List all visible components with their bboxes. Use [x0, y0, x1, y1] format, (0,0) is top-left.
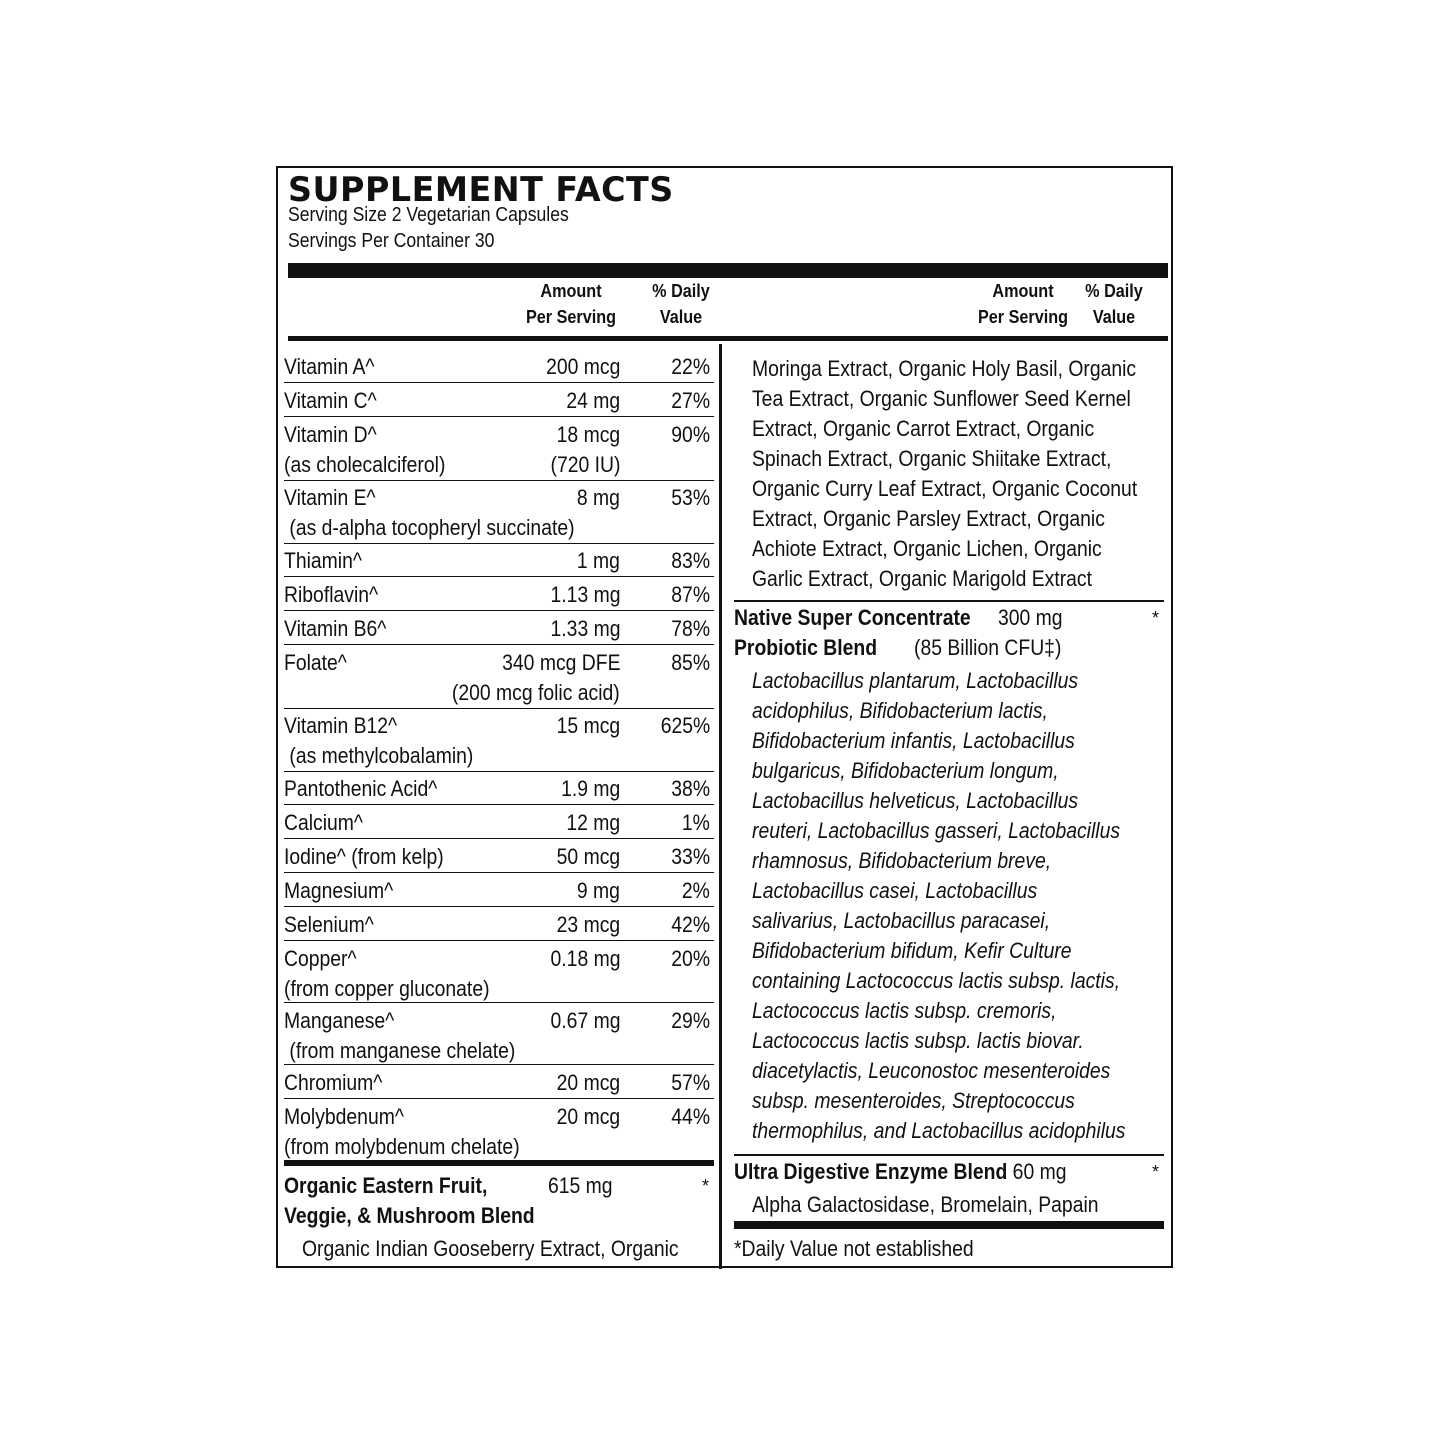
nutrient-dv: 85%: [671, 650, 710, 675]
nutrient-amount: 340 mcg DFE: [501, 650, 620, 675]
footnote-text: *Daily Value not established: [734, 1236, 974, 1261]
left-dv-header: [642, 278, 719, 330]
probiotic-cfu: [914, 633, 1082, 663]
nutrient-amount: 1.9 mg: [560, 776, 620, 801]
section-divider: [734, 600, 1164, 602]
nutrient-row: [284, 616, 714, 645]
nutrient-amount: 0.67 mg: [550, 1008, 620, 1033]
nutrient-dv: 38%: [671, 776, 710, 801]
nutrient-amount-sub: (720 IU): [550, 452, 620, 477]
nutrient-form: (from manganese chelate): [284, 1038, 516, 1063]
nutrient-name: Calcium^: [284, 810, 364, 835]
ingredient-line: Organic Curry Leaf Extract, Organic Coconut: [752, 476, 1138, 501]
nutrient-form: (from molybdenum chelate): [284, 1134, 520, 1159]
ingredient-line: Extract, Organic Parsley Extract, Organic: [752, 506, 1105, 531]
amount-header-line1: Amount: [540, 281, 602, 301]
probiotic-amount: [998, 603, 1071, 633]
ingredient-line: Achiote Extract, Organic Lichen, Organic: [752, 536, 1102, 561]
nutrient-row: [284, 713, 714, 772]
nutrient-row: [284, 485, 714, 544]
nutrient-name: Iodine^ (from kelp): [284, 844, 444, 869]
nutrient-dv: 57%: [671, 1070, 710, 1095]
ingredient-line: rhamnosus, Bifidobacterium breve,: [752, 848, 1052, 873]
ingredient-line: Garlic Extract, Organic Marigold Extract: [752, 566, 1092, 591]
nutrient-dv: 625%: [660, 713, 710, 738]
serving-size: Serving Size 2 Vegetarian Capsules: [288, 204, 569, 226]
ingredient-line: Lactobacillus casei, Lactobacillus: [752, 878, 1038, 903]
nutrient-dv: 83%: [671, 548, 710, 573]
nutrient-amount: 9 mg: [576, 878, 620, 903]
ingredient-line: Extract, Organic Carrot Extract, Organic: [752, 416, 1095, 441]
probiotic-amount-value: 300 mg: [998, 605, 1063, 630]
ingredient-line: diacetylactis, Leuconostoc mesenteroides: [752, 1058, 1111, 1083]
nutrient-dv: 44%: [671, 1104, 710, 1129]
ingredient-line: Tea Extract, Organic Sunflower Seed Kernel: [752, 386, 1131, 411]
section-divider: [734, 1154, 1164, 1156]
nutrient-dv: 42%: [671, 912, 710, 937]
fruit-blend-name-line2: Veggie, & Mushroom Blend: [284, 1203, 535, 1228]
nutrient-name: Vitamin C^: [284, 388, 377, 413]
left-amount-header: [517, 278, 625, 330]
nutrient-dv: 20%: [671, 946, 710, 971]
ingredient-line: reuteri, Lactobacillus gasseri, Lactobacillus: [752, 818, 1121, 843]
nutrient-amount-sub: (200 mcg folic acid): [452, 680, 620, 705]
fruit-blend-name-line1: Organic Eastern Fruit,: [284, 1173, 488, 1198]
nutrient-amount: 1 mg: [576, 548, 620, 573]
fruit-blend-dv: *: [702, 1176, 710, 1196]
nutrient-name: Copper^: [284, 946, 357, 971]
dv-header-line1: % Daily: [1085, 281, 1143, 301]
blend-separator-bar: [284, 1160, 714, 1166]
nutrient-row: [284, 582, 714, 611]
nutrient-dv: 22%: [671, 354, 710, 379]
ingredient-line: Lactococcus lactis subsp. lactis biovar.: [752, 1028, 1084, 1053]
nutrient-amount: 15 mcg: [556, 713, 620, 738]
nutrient-name: Selenium^: [284, 912, 374, 937]
nutrient-name: Manganese^: [284, 1008, 395, 1033]
enzyme-ingredients-line: Alpha Galactosidase, Bromelain, Papain: [752, 1192, 1099, 1217]
nutrient-row: [284, 844, 714, 873]
footnote: [734, 1234, 1006, 1264]
nutrient-amount: 50 mcg: [556, 844, 620, 869]
nutrient-amount: 20 mcg: [556, 1070, 620, 1095]
right-amount-header: [969, 278, 1077, 330]
nutrient-dv: 87%: [671, 582, 710, 607]
nutrient-row: [284, 650, 714, 709]
nutrient-name: Riboflavin^: [284, 582, 379, 607]
nutrient-row: [284, 354, 714, 383]
nutrient-row: [284, 388, 714, 417]
fruit-blend-amount: [548, 1171, 621, 1201]
nutrient-name: Vitamin E^: [284, 485, 376, 510]
nutrient-dv: 2%: [682, 878, 710, 903]
nutrient-row: [284, 1070, 714, 1099]
probiotic-name-line1: Native Super Concentrate: [734, 605, 971, 630]
dv-header-line2: Value: [1092, 307, 1136, 327]
nutrient-dv: 33%: [671, 844, 710, 869]
enzyme-name: Ultra Digestive Enzyme Blend: [734, 1159, 1008, 1184]
nutrient-name: Pantothenic Acid^: [284, 776, 438, 801]
fruit-blend-amount-value: 615 mg: [548, 1173, 613, 1198]
nutrient-name: Vitamin B12^: [284, 713, 398, 738]
enzyme-dv: *: [1152, 1162, 1160, 1182]
probiotic-dv: *: [1152, 608, 1160, 628]
nutrient-amount: 1.13 mg: [550, 582, 620, 607]
ingredient-line: thermophilus, and Lactobacillus acidophilus: [752, 1118, 1126, 1143]
nutrient-name: Chromium^: [284, 1070, 383, 1095]
column-divider: [719, 344, 722, 1269]
nutrient-dv: 53%: [671, 485, 710, 510]
nutrient-row: [284, 912, 714, 941]
dv-header-line1: % Daily: [652, 281, 710, 301]
nutrient-dv: 90%: [671, 422, 710, 447]
nutrient-amount: 0.18 mg: [550, 946, 620, 971]
dv-header-line2: Value: [659, 307, 703, 327]
footnote-bar: [734, 1221, 1164, 1229]
nutrient-amount: 23 mcg: [556, 912, 620, 937]
ingredient-line: Bifidobacterium bifidum, Kefir Culture: [752, 938, 1072, 963]
nutrient-row: [284, 810, 714, 839]
amount-header-line1: Amount: [992, 281, 1054, 301]
ingredient-line: Bifidobacterium infantis, Lactobacillus: [752, 728, 1075, 753]
probiotic-name-line2: Probiotic Blend: [734, 635, 878, 660]
nutrient-form: (as methylcobalamin): [284, 743, 474, 768]
ingredient-line: acidophilus, Bifidobacterium lactis,: [752, 698, 1048, 723]
header-thick-bar: [288, 263, 1168, 278]
supplement-facts-panel: [276, 166, 1173, 1268]
nutrient-row: [284, 776, 714, 805]
ingredient-line: bulgaricus, Bifidobacterium longum,: [752, 758, 1059, 783]
enzyme-row: [734, 1157, 1112, 1187]
nutrient-name: Molybdenum^: [284, 1104, 404, 1129]
nutrient-name: Vitamin A^: [284, 354, 375, 379]
servings-per-container: Servings Per Container 30: [288, 230, 495, 252]
nutrient-row: [284, 878, 714, 907]
ingredient-line: Lactococcus lactis subsp. cremoris,: [752, 998, 1057, 1023]
nutrient-name: Thiamin^: [284, 548, 362, 573]
enzyme-ingredients: [752, 1190, 1146, 1220]
nutrient-row: [284, 548, 714, 577]
nutrient-amount: 8 mg: [576, 485, 620, 510]
fruit-blend-name: [284, 1171, 569, 1231]
ingredient-line: subsp. mesenteroides, Streptococcus: [752, 1088, 1075, 1113]
nutrient-row: [284, 422, 714, 481]
nutrient-amount: 1.33 mg: [550, 616, 620, 641]
nutrient-amount: 24 mg: [566, 388, 620, 413]
nutrient-name: Vitamin D^: [284, 422, 377, 447]
amount-header-line2: Per Serving: [977, 307, 1069, 327]
nutrient-row: [284, 1104, 714, 1160]
nutrient-dv: 78%: [671, 616, 710, 641]
nutrient-dv: 27%: [671, 388, 710, 413]
nutrient-amount: 18 mcg: [556, 422, 620, 447]
amount-header-line2: Per Serving: [525, 307, 617, 327]
nutrient-name: Folate^: [284, 650, 347, 675]
nutrient-name: Vitamin B6^: [284, 616, 387, 641]
nutrient-form: (as cholecalciferol): [284, 452, 446, 477]
ingredient-line: Spinach Extract, Organic Shiitake Extract,: [752, 446, 1112, 471]
nutrient-dv: 1%: [682, 810, 710, 835]
nutrient-row: [284, 946, 714, 1003]
ingredient-line: Lactobacillus plantarum, Lactobacillus: [752, 668, 1079, 693]
nutrient-amount: 200 mcg: [545, 354, 620, 379]
fruit-blend-ingredients: [302, 1234, 730, 1264]
ingredient-line: Lactobacillus helveticus, Lactobacillus: [752, 788, 1079, 813]
fruit-blend-ingredients-line: Organic Indian Gooseberry Extract, Organic: [302, 1236, 679, 1261]
ingredient-line: salivarius, Lactobacillus paracasei,: [752, 908, 1051, 933]
enzyme-amount: 60 mg: [1012, 1159, 1067, 1184]
ingredient-line: containing Lactococcus lactis subsp. lactis,: [752, 968, 1121, 993]
header-bottom-bar: [288, 336, 1168, 341]
nutrient-dv: 29%: [671, 1008, 710, 1033]
fruit-blend-ingredients-cont: [752, 354, 1190, 594]
right-dv-header: [1075, 278, 1152, 330]
nutrient-form: (as d-alpha tocopheryl succinate): [284, 515, 575, 540]
nutrient-form: (from copper gluconate): [284, 976, 490, 1001]
nutrient-amount: 12 mg: [566, 810, 620, 835]
nutrient-amount: 20 mcg: [556, 1104, 620, 1129]
probiotic-ingredients: [752, 666, 1176, 1146]
ingredient-line: Moringa Extract, Organic Holy Basil, Organic: [752, 356, 1137, 381]
nutrient-name: Magnesium^: [284, 878, 394, 903]
panel-title: SUPPLEMENT FACTS: [288, 170, 674, 210]
probiotic-cfu-value: (85 Billion CFU‡): [914, 635, 1062, 660]
nutrient-row: [284, 1008, 714, 1065]
